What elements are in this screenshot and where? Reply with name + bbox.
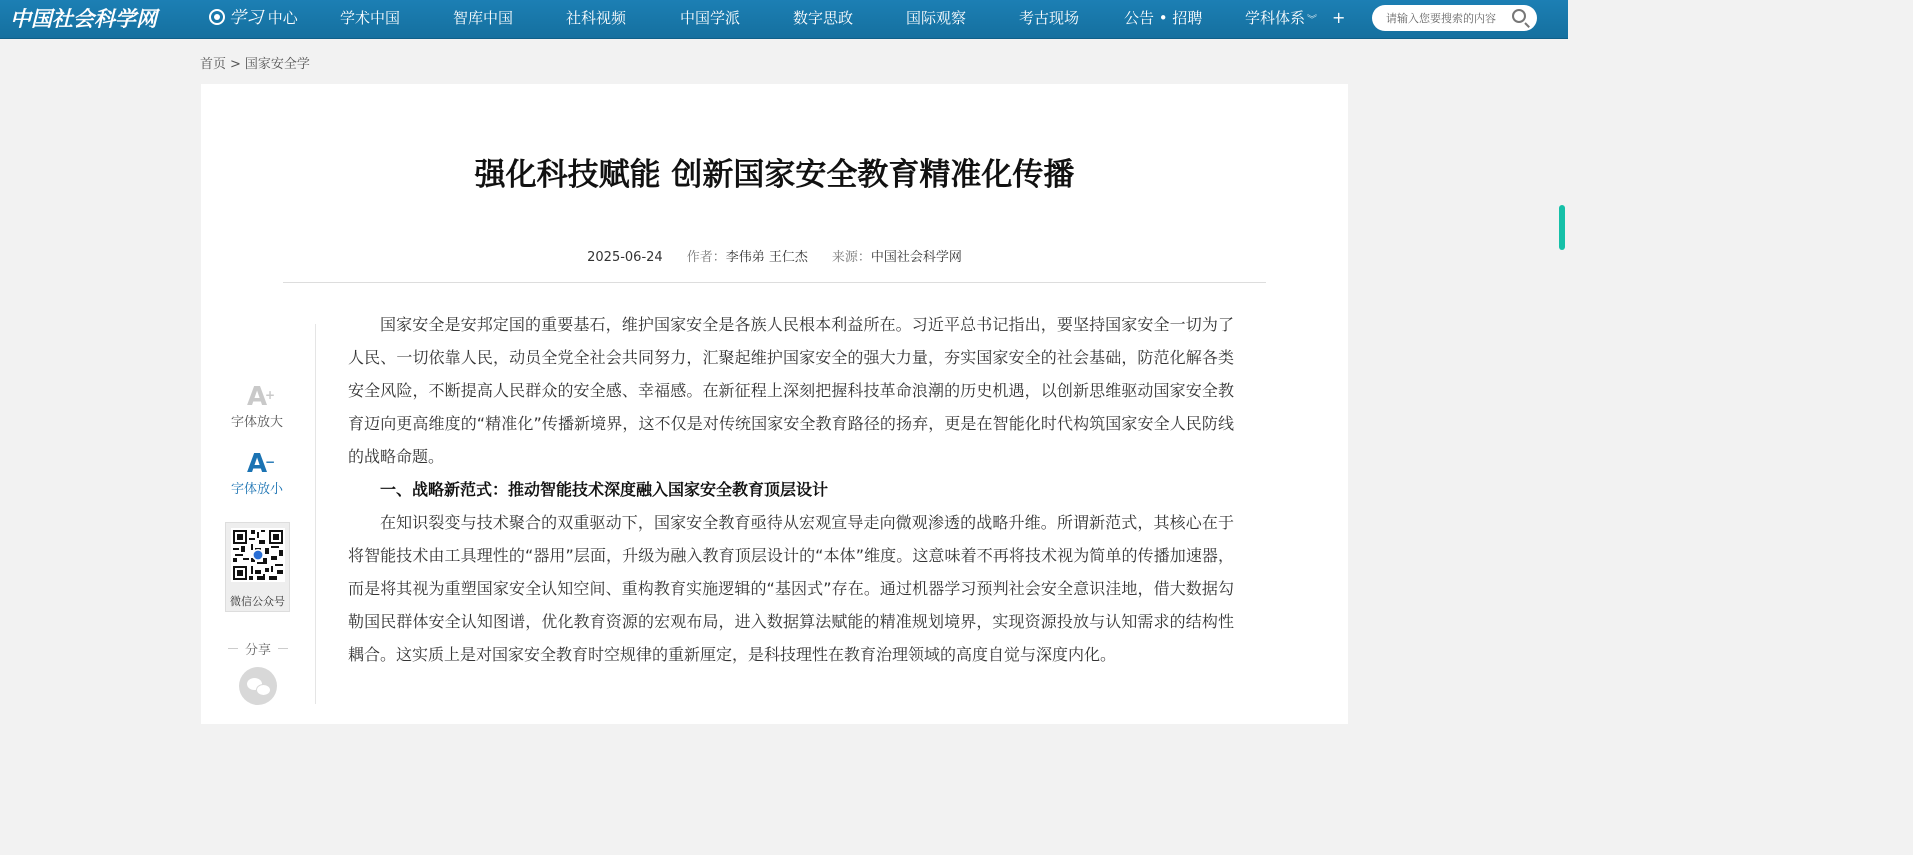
share-label: 分享 [228, 639, 288, 658]
article-title: 强化科技赋能 创新国家安全教育精准化传播 [474, 157, 1075, 193]
font-increase-icon: A + [246, 382, 276, 412]
top-nav-bar [0, 0, 1568, 39]
font-increase-label: 字体放大 [230, 415, 283, 430]
font-increase-button[interactable] [222, 382, 292, 432]
wechat-share-icon[interactable] [239, 667, 277, 705]
xuexi-icon [209, 9, 225, 25]
article-paragraph: 在知识裂变与技术聚合的双重驱动下，国家安全教育亟待从宏观宣导走向微观渗透的战略升维。所谓新范式，其核心在于将智能技术由工具理性的“器用”层面，升级为融入教育顶层设计的“本体”维度。这意味着不再将技术视为简单的传播加速器，而是将其视为重塑国家安全认知空间、重构教育实施逻辑的“基因式”存在。通过机器学习预判社会安全意识洼地，借大数据勾勒国民群体安全认知图谱，优化教育资源的宏观布局，进入数据算法赋能的精准规划境界，实现资源投放与认知需求的结构性耦合。这实质上是对国家安全教育时空规律的重新厘定，是科技理性在教育治理领域的高度自觉与深度内化。 [348, 513, 1234, 664]
nav-item-digital-ideology[interactable]: 数字思政 [793, 9, 854, 27]
nav-item-xuexi-center[interactable]: 学习 中心 [209, 0, 298, 38]
nav-item-think-tank[interactable]: 智库中国 [453, 9, 514, 27]
nav-item-videos[interactable]: 社科视频 [566, 9, 627, 27]
nav-item-announcements[interactable]: 公告 • 招聘 [1124, 9, 1203, 27]
source-label: 来源： [831, 250, 871, 265]
article-source: 中国社会科学网 [870, 250, 962, 265]
meta-divider [283, 282, 1266, 283]
font-decrease-label: 字体放小 [230, 482, 283, 497]
article-body [348, 308, 1234, 671]
article-section-heading: 一、战略新范式：推动智能技术深度融入国家安全教育顶层设计 [380, 480, 829, 499]
article-author: 李伟弟 王仁杰 [725, 250, 808, 265]
qr-label: 微信公众号 [230, 595, 285, 608]
qr-code-icon [231, 528, 285, 582]
nav-more-button[interactable]: + [1332, 8, 1346, 27]
article-meta [201, 246, 1348, 265]
font-decrease-icon: A − [246, 449, 276, 479]
article-date: 2025-06-24 [587, 250, 663, 265]
breadcrumb-current[interactable]: 国家安全学 [244, 57, 310, 72]
site-logo[interactable]: 中国社会科学网 [10, 6, 157, 31]
breadcrumb-home[interactable]: 首页 [200, 57, 227, 72]
nav-item-international[interactable]: 国际观察 [906, 9, 967, 27]
font-decrease-button[interactable] [222, 449, 292, 499]
wechat-qr-box [225, 522, 290, 612]
nav-item-disciplines[interactable]: 学科体系 ︾ [1245, 9, 1318, 27]
breadcrumb [200, 53, 314, 72]
nav-item-chinese-school[interactable]: 中国学派 [680, 9, 741, 27]
sidebar-divider [315, 324, 316, 704]
chevron-down-icon: ︾ [1307, 15, 1318, 26]
search-icon[interactable] [1512, 9, 1526, 23]
article-paragraph: 国家安全是安邦定国的重要基石，维护国家安全是各族人民根本利益所在。习近平总书记指出，要坚持国家安全一切为了人民、一切依靠人民，动员全党全社会共同努力，汇聚起维护国家安全的强大力量，夯实国家安全的社会基础，防范化解各类安全风险，不断提高人民群众的安全感、幸福感。在新征程上深刻把握科技革命浪潮的历史机遇，以创新思维驱动国家安全教育迈向更高维度的“精准化”传播新境界，这不仅是对传统国家安全教育路径的扬弃，更是在智能化时代构筑国家安全人民防线的战略命题。 [348, 315, 1234, 466]
nav-item-academic-china[interactable]: 学术中国 [340, 9, 401, 27]
search-input[interactable] [1386, 9, 1504, 27]
nav-item-archaeology[interactable]: 考古现场 [1019, 9, 1080, 27]
scrollbar-thumb[interactable] [1559, 205, 1565, 250]
author-label: 作者： [686, 250, 726, 265]
breadcrumb-separator: > [230, 57, 241, 72]
